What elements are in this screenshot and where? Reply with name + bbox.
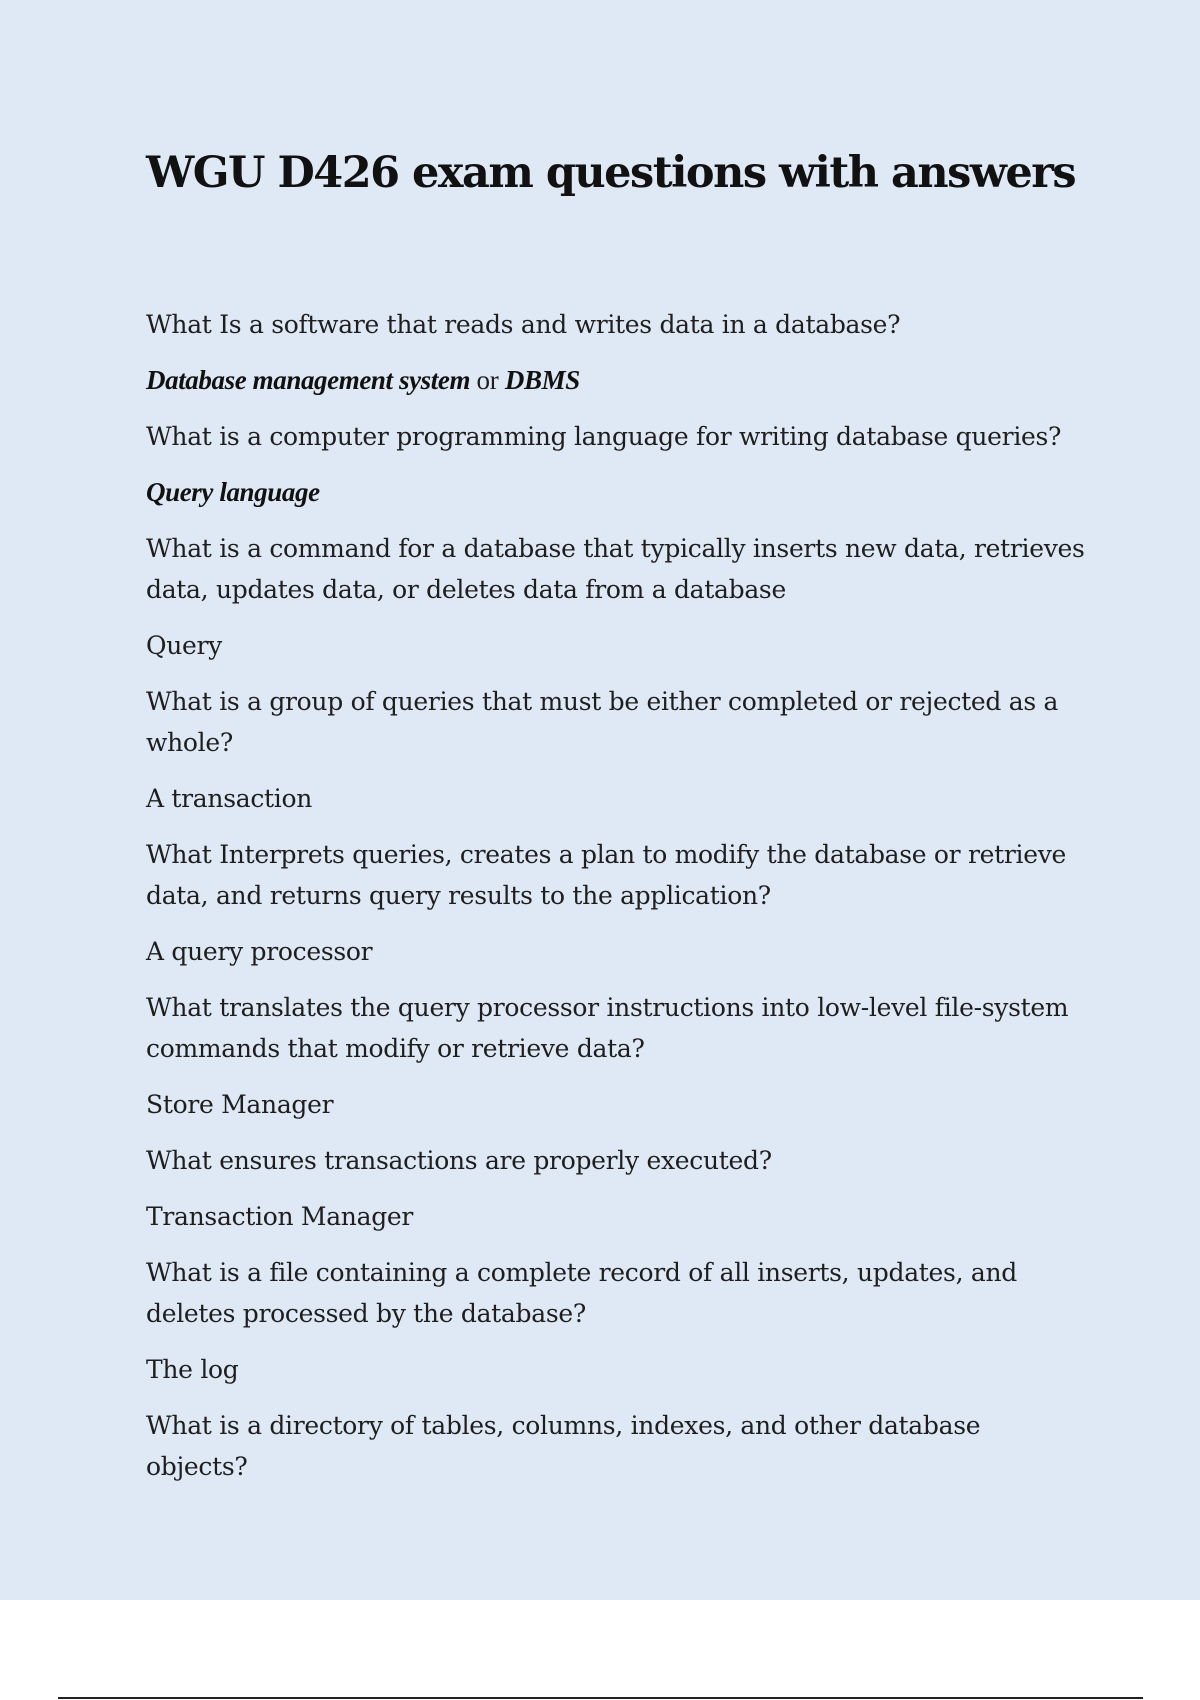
- question-9: What is a directory of tables, columns, indexes, and other database objects?: [146, 1411, 981, 1481]
- answer-1: [146, 360, 1086, 401]
- question-2: What is a computer programming language for writing database queries?: [146, 422, 1062, 451]
- footer-divider: [58, 1697, 1143, 1699]
- question-4: What is a group of queries that must be either completed or rejected as a whole?: [146, 687, 1059, 757]
- question-5: What Interprets queries, creates a plan to modify the database or retrieve data, and returns query results to the application?: [146, 840, 1067, 910]
- answer-1-term: Database management system: [146, 365, 471, 395]
- answer-2-term: Query language: [146, 477, 320, 507]
- answer-6: Store Manager: [146, 1090, 334, 1119]
- answer-1-acronym: DBMS: [504, 365, 580, 395]
- question-6: What translates the query processor instructions into low-level file-system commands that modify or retrieve data?: [146, 993, 1069, 1063]
- question-8: What is a file containing a complete record of all inserts, updates, and deletes processed by the database?: [146, 1258, 1017, 1328]
- question-3: What is a command for a database that typically inserts new data, retrieves data, updates data, or deletes data from a database: [146, 534, 1085, 604]
- answer-8: The log: [146, 1355, 239, 1384]
- question-7: What ensures transactions are properly executed?: [146, 1146, 772, 1175]
- answer-4: A transaction: [146, 784, 313, 813]
- answer-3: Query: [146, 631, 222, 660]
- qa-list: [146, 304, 1086, 1502]
- answer-2: [146, 472, 1086, 513]
- answer-7: Transaction Manager: [146, 1202, 414, 1231]
- document-title: WGU D426 exam questions with answers: [146, 148, 1076, 198]
- answer-1-connector: or: [470, 365, 505, 395]
- answer-5: A query processor: [146, 937, 373, 966]
- question-1: What Is a software that reads and writes data in a database?: [146, 310, 901, 339]
